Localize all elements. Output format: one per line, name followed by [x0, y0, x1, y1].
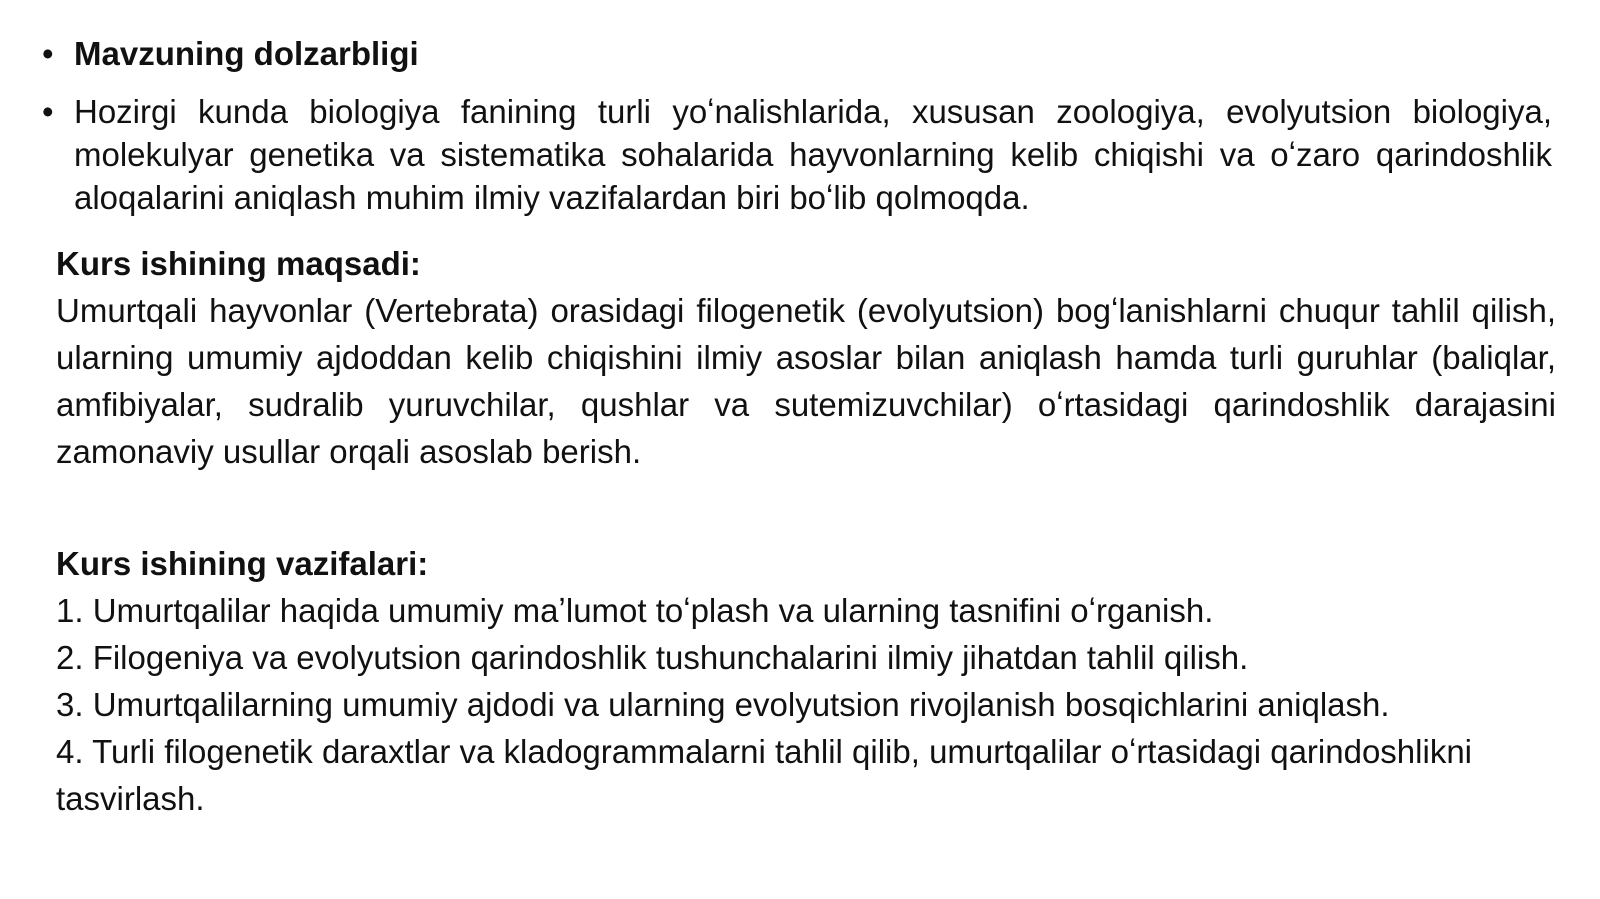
bullet-list: [42, 32, 1552, 219]
topic-relevance-heading: Mavzuning dolzarbligi: [74, 35, 419, 72]
task-list: [56, 587, 1556, 822]
tasks-section: [56, 540, 1556, 822]
bullet-dot-icon: •: [42, 35, 54, 72]
goal-paragraph: Umurtqali hayvonlar (Vertebrata) orasidagi filogenetik (evolyutsion) bogʻlanishlarni chuqur tahlil qilish, ularning umumiy ajdoddan kelib chiqishini ilmiy asoslar bilan aniqlash hamda turli guruhlar (baliqlar, amfibiyalar, sudralib yuruvchilar, qushlar va sutemizuvchilar) oʻrtasidagi qarindoshlik darajasini zamonaviy usullar orqali asoslab berish.: [56, 292, 1556, 470]
task-item: 2. Filogeniya va evolyutsion qarindoshlik tushunchalarini ilmiy jihatdan tahlil qilish.: [56, 639, 1249, 676]
tasks-heading: Kurs ishining vazifalari:: [56, 545, 429, 582]
goal-section: [56, 240, 1556, 475]
task-item: 1. Umurtqalilar haqida umumiy maʼlumot toʻplash va ularning tasnifini oʻrganish.: [56, 592, 1214, 629]
goal-heading: Kurs ishining maqsadi:: [56, 245, 421, 282]
bullet-item-relevance-text: [42, 90, 1552, 219]
task-item: 3. Umurtqalilarning umumiy ajdodi va ularning evolyutsion rivojlanish bosqichlarini aniqlash.: [56, 686, 1390, 723]
bullet-item-topic-relevance: [42, 32, 1552, 75]
bullet-dot-icon: •: [42, 93, 54, 130]
task-item: 4. Turli filogenetik daraxtlar va kladogrammalarni tahlil qilib, umurtqalilar oʻrtasidagi qarindoshlikni tasvirlash.: [56, 733, 1473, 817]
relevance-paragraph: Hozirgi kunda biologiya fanining turli yoʻnalishlarida, xususan zoologiya, evolyutsion biologiya, molekulyar genetika va sistematika sohalarida hayvonlarning kelib chiqishi va oʻzaro qarindoshlik aloqalarini aniqlash muhim ilmiy vazifalardan biri boʻlib qolmoqda.: [74, 93, 1552, 216]
